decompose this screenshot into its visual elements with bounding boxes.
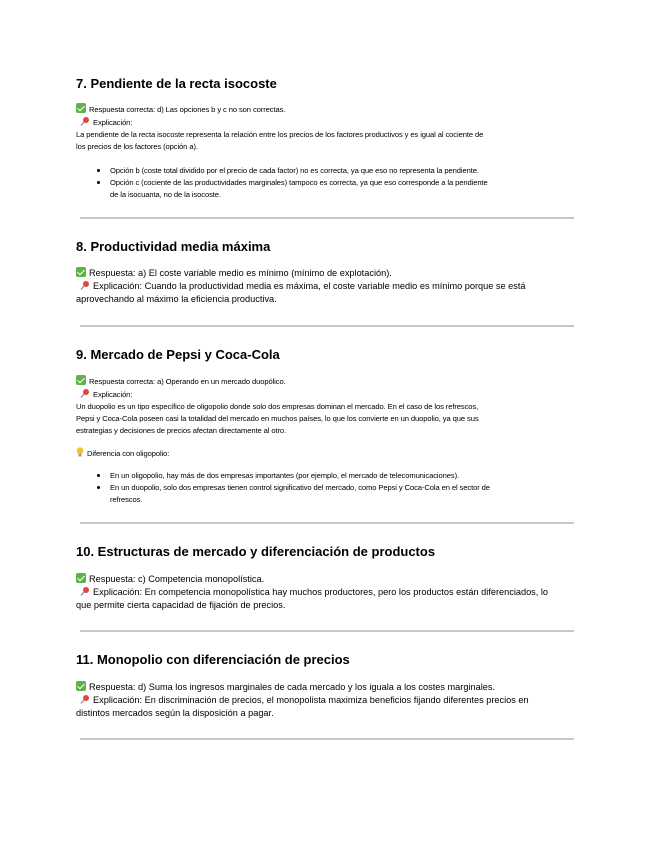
section-title: 8. Productividad media máxima [76, 239, 271, 254]
section-10 [76, 544, 578, 612]
pin-icon [80, 116, 90, 126]
section-divider [80, 217, 574, 219]
answer-line: Respuesta: a) El coste variable medio es mínimo (mínimo de explotación). [76, 267, 578, 280]
answer-line: Respuesta: c) Competencia monopolística. [76, 573, 578, 586]
list-item: Opción c (cociente de las productividades marginales) tampoco es correcta, ya que eso corresponde a la pendiente de la isocuanta, no de la isocoste. [76, 177, 578, 201]
explanation-text: La pendiente de la recta isocoste representa la relación entre los precios de los factores productivos y es igual al cociente de los precios de los factores (opción a). [76, 130, 484, 151]
check-icon [76, 573, 86, 583]
section-title: 9. Mercado de Pepsi y Coca-Cola [76, 347, 280, 362]
explanation-text: Explicación: En discriminación de precios, el monopolista maximiza beneficios fijando diferentes precios en distintos mercados según la disposición a pagar. [76, 695, 529, 718]
pin-icon [80, 388, 90, 398]
list-item: En un oligopolio, hay más de dos empresas importantes (por ejemplo, el mercado de telecomunicaciones). [76, 470, 578, 482]
section-divider [80, 325, 574, 327]
pin-icon [80, 586, 90, 596]
bullet-list [76, 470, 578, 506]
section-divider [80, 630, 574, 632]
section-title: 7. Pendiente de la recta isocoste [76, 76, 277, 91]
check-icon [76, 681, 86, 691]
section-7 [76, 76, 578, 201]
bulb-icon [76, 447, 84, 457]
section-8 [76, 239, 578, 306]
list-item: En un duopolio, solo dos empresas tienen control significativo del mercado, como Pepsi y Coca-Cola en el sector de refrescos. [76, 482, 578, 506]
explanation-text: Explicación: Cuando la productividad media es máxima, el coste variable medio es mínimo porque se está aprovechando al máximo la eficiencia productiva. [76, 281, 526, 304]
pin-icon [80, 694, 90, 704]
section-11 [76, 652, 578, 720]
check-icon [76, 103, 86, 113]
list-item: Opción b (coste total dividido por el precio de cada factor) no es correcta, ya que eso no representa la pendiente. [76, 165, 578, 177]
tip-line: Diferencia con oligopolio: [76, 447, 578, 460]
answer-line: Respuesta: d) Suma los ingresos marginales de cada mercado y los iguala a los costes marginales. [76, 681, 578, 694]
section-title: 11. Monopolio con diferenciación de precios [76, 652, 350, 667]
section-divider [80, 738, 574, 740]
pin-icon [80, 280, 90, 290]
bullet-list [76, 165, 578, 201]
explanation-text: Explicación: En competencia monopolística hay muchos productores, pero los productos están diferenciados, lo que permite cierta capacidad de fijación de precios. [76, 587, 549, 610]
explanation-label-line: Explicación: [76, 388, 578, 401]
explanation-text: Un duopolio es un tipo específico de oligopolio donde solo dos empresas dominan el mercado. En el caso de los refrescos, Pepsi y Coca-Cola poseen casi la totalidad del mercado en muchos países, lo que los convierte en un duopolio, ya que sus estrategias y decisiones de precios afectan directamente al otro. [76, 402, 479, 435]
answer-line: Respuesta correcta: a) Operando en un mercado duopólico. [76, 375, 578, 388]
section-title: 10. Estructuras de mercado y diferenciación de productos [76, 544, 436, 559]
answer-line: Respuesta correcta: d) Las opciones b y c no son correctas. [76, 103, 578, 116]
section-9 [76, 347, 578, 506]
check-icon [76, 375, 86, 385]
section-divider [80, 522, 574, 524]
check-icon [76, 267, 86, 277]
explanation-label-line: Explicación: [76, 116, 578, 129]
